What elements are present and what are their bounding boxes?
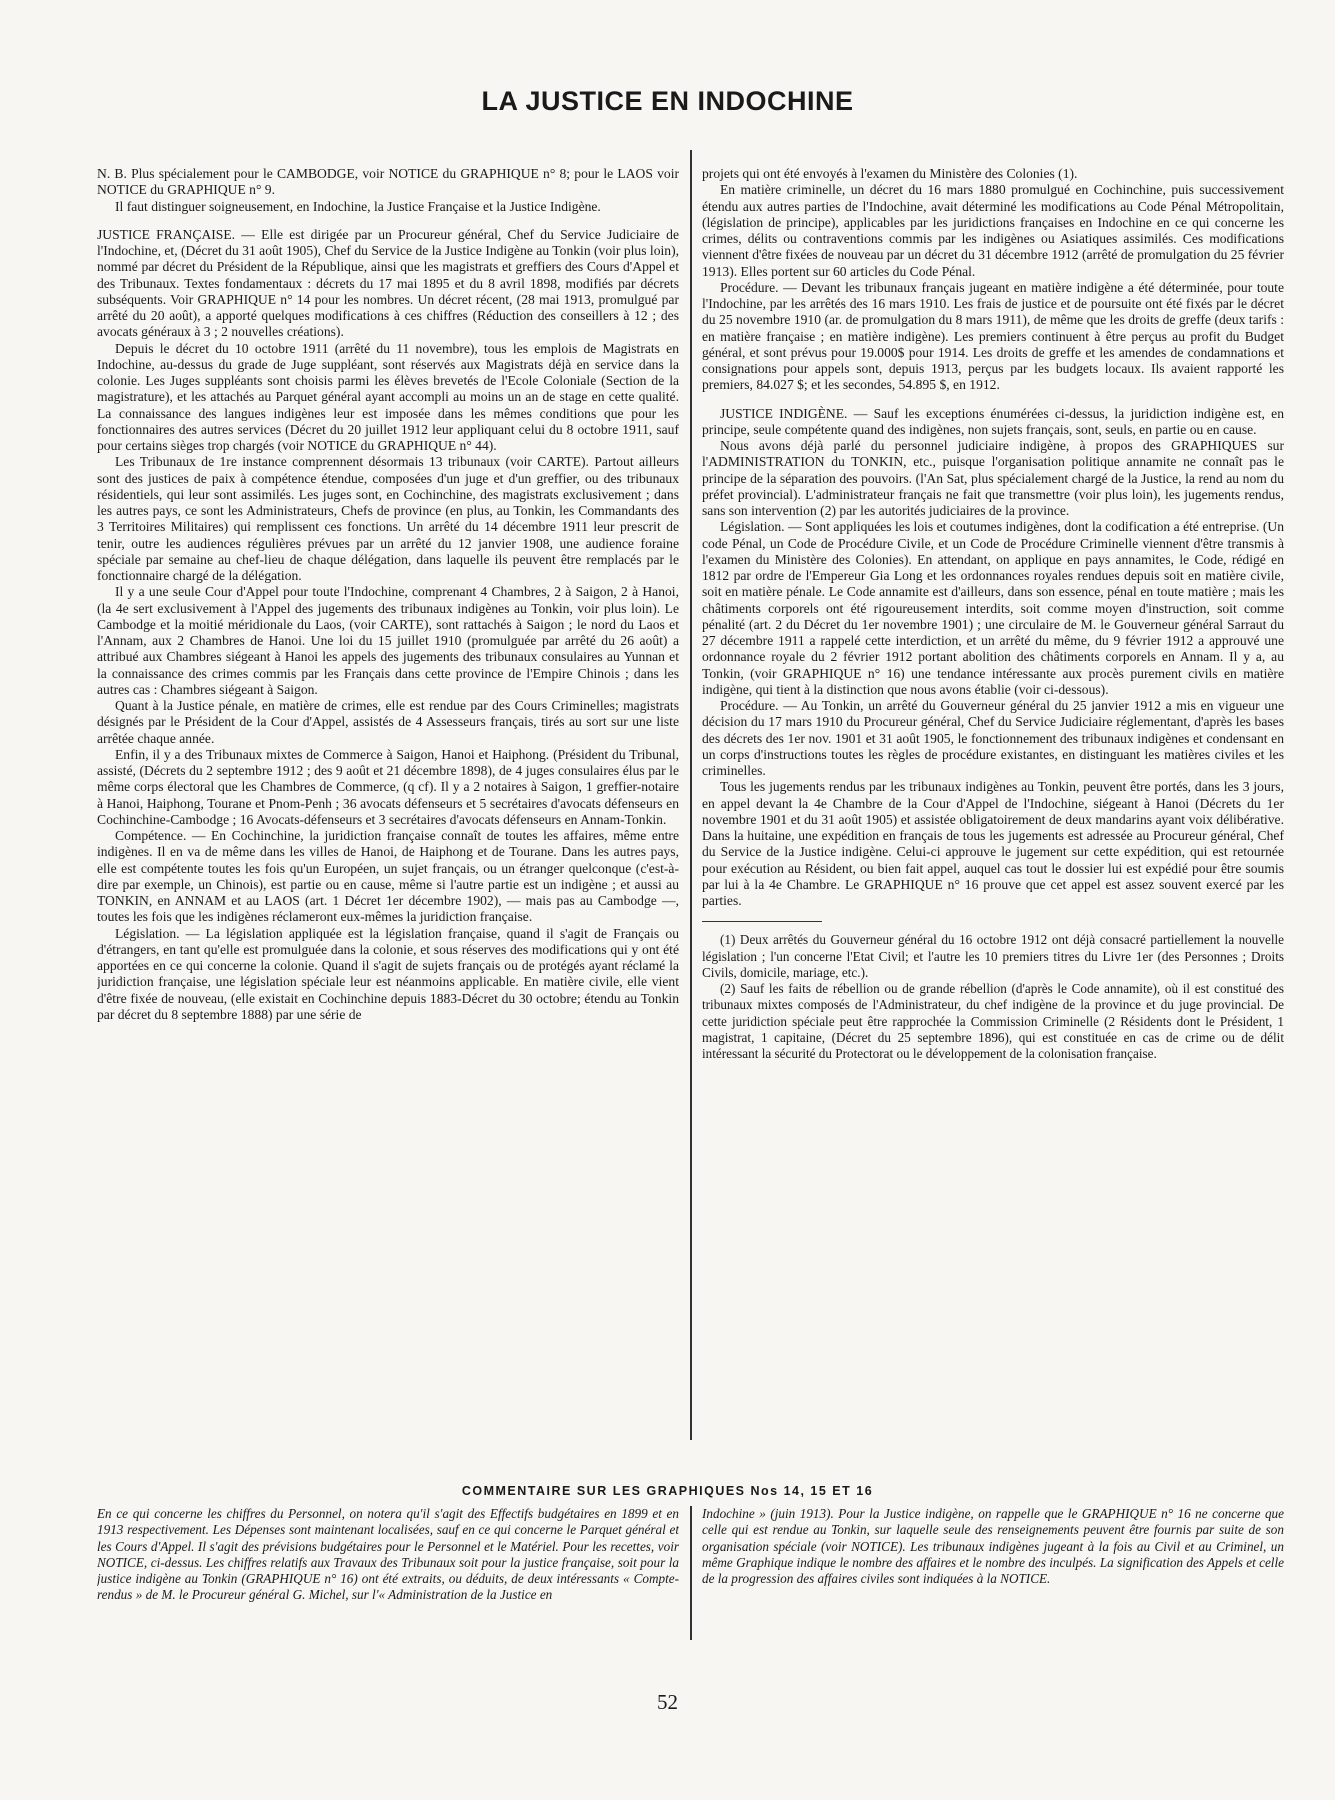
paragraph: JUSTICE FRANÇAISE. — Elle est dirigée par un Procureur général, Chef du Service Judiciaire de l'Indochine, et, (Décret du 31 août 1905), Chef du Service de la Justice Indigène au Tonkin (voir plus loin), nommé par décret du Président de la République, ainsi que les magistrats et greffiers des Cours d'Appel et des Tribunaux. Textes fondamentaux : décrets du 17 mai 1895 et du 8 avril 1898, modifiés par décrets subséquents. Voir GRAPHIQUE n° 14 pour les nombres. Un décret récent, (28 mai 1913, promulgué par arrêté du 20 août), a apporté quelques modifications à ces chiffres (Réduction des conseillers à 12 ; des avocats généraux à 3 ; 2 nouvelles créations). — [97, 226, 679, 340]
paragraph: Quant à la Justice pénale, en matière de crimes, elle est rendue par des Cours Criminelles; magistrats désignés par le Président de la Cour d'Appel, assistés de 4 Assesseurs français, tirés au sort sur une liste arrêtée chaque année. — [97, 698, 679, 746]
paragraph: Les Tribunaux de 1re instance comprennent désormais 13 tribunaux (voir CARTE). Partout ailleurs sont des justices de paix à compétence étendue, composées d'un juge et d'un greffier, ou des tribunaux résidentiels, qui leur sont assimilés. Les juges sont, en Cochinchine, des magistrats exclusivement ; dans les autres pays, ce sont les Administrateurs, Chefs de province (en plus, au Tonkin, les Commandants des 3 Territoires Militaires) qui remplissent ces fonctions. Un arrêté du 14 décembre 1911 leur prescrit de tenir, outre les audiences régulières prévues par un arrêté du 12 janvier 1908, une audience foraine spéciale par semaine au chef-lieu de chaque délégation, dans laquelle ils peuvent être remplacés par le fonctionnaire chargé de la délégation. — [97, 454, 679, 583]
footnote: (2) Sauf les faits de rébellion ou de grande rébellion (d'après le Code annamite), où il est constitué des tribunaux mixtes composés de l'Administrateur, du chef indigène de la province et du juge provincial. De cette juridiction spéciale peut être rapprochée la Commission Criminelle (2 Résidents dont le Président, 1 magistrat, 1 capitaine, (Décret du 25 septembre 1896), qui est constituée en cas de crime ou de délit intéressant la sécurité du Protectorat ou le développement de la colonisation française. — [702, 981, 1284, 1061]
paragraph: Enfin, il y a des Tribunaux mixtes de Commerce à Saigon, Hanoi et Haiphong. (Président du Tribunal, assisté, (Décrets du 2 septembre 1912 ; des 9 août et 21 décembre 1898), de 4 juges consulaires élus par le même corps électoral que les Chambres de Commerce, (q cf). Il y a 2 notaires à Saigon, 1 greffier-notaire à Hanoi, Haiphong, Tourane et Pnom-Penh ; 36 avocats défenseurs et 5 secrétaires d'avocats défenseurs en Cochinchine-Cambodge ; 16 Avocats-défenseurs et 3 secrétaires d'avocats défenseurs en Annam-Tonkin. — [97, 746, 679, 827]
paragraph: Compétence. — En Cochinchine, la juridiction française connaît de toutes les affaires, même entre indigènes. Il en va de même dans les villes de Hanoi, de Haiphong et de Tourane. Dans les autres pays, elle est compétente toutes les fois qu'un Européen, un sujet français, ou un étranger quelconque (c'est-à-dire par exemple, un Chinois), est partie ou en cause, même si l'autre partie est un indigène ; et aussi au TONKIN, en ANNAM et au LAOS (art. 1 Décret 1er décembre 1902), — mais pas au Cambodge —, toutes les fois que les indigènes réclameront eux-mêmes la juridiction française. — [97, 828, 679, 925]
paragraph: Procédure. — Devant les tribunaux français jugeant en matière indigène a été déterminée, pour toute l'Indochine, par les arrêtés des 16 mars 1910. Les frais de justice et de poursuite ont été fixés par le décret du 25 novembre 1910 (ar. de promulgation du 8 mars 1911), de même que les droits de greffe (deux tarifs : en matière française ; en matière indigène). Les premiers continuent à être perçus au profit du Budget général, et sont prévus pour 19.000$ pour 1914. Les droits de greffe et les amendes de condamnations et consignations pour appels sont, depuis 1913, perçus par les budgets locaux. Ils avaient rapporté les premiers, 84.027 $; et les secondes, 54.895 $, en 1912. — [702, 279, 1284, 393]
page-number: 52 — [657, 1690, 678, 1714]
commentary-divider — [690, 1506, 692, 1640]
paragraph: Il y a une seule Cour d'Appel pour toute l'Indochine, comprenant 4 Chambres, 2 à Saigon, 2 à Hanoi, (la 4e sert exclusivement à l'Appel des jugements des tribunaux indigènes au Tonkin, voir plus loin). Le Cambodge et la moitié méridionale du Laos, (voir CARTE), sont rattachés à Saigon ; le nord du Laos et l'Annam, aux 2 Chambres de Hanoi. Une loi du 15 juillet 1910 (promulguée par arrêté du 26 août) a attribué aux Chambres siégeant à Hanoi les appels des jugements des tribunaux consulaires au Yunnan et la connaissance des crimes commis par les Français dans cette province de l'Empire Chinois ; dans les autres cas : Chambres siégeant à Saigon. — [97, 584, 679, 697]
paragraph: JUSTICE INDIGÈNE. — Sauf les exceptions énumérées ci-dessus, la juridiction indigène est, en principe, seule compétente quand des indigènes, non sujets français, sont, seuls, en partie ou en cause. — [702, 405, 1284, 437]
paragraph: N. B. Plus spécialement pour le CAMBODGE, voir NOTICE du GRAPHIQUE n° 8; pour le LAOS voir NOTICE du GRAPHIQUE n° 9. — [97, 166, 679, 198]
commentary-left: En ce qui concerne les chiffres du Personnel, on notera qu'il s'agit des Effectifs budgétaires en 1899 et en 1913 respectivement. Les Dépenses sont maintenant localisées, sauf en ce qui concerne le Parquet général et les Cours d'Appel. Il s'agit des prévisions budgétaires pour le Personnel et le Matériel. Pour les recettes, voir NOTICE, ci-dessus. Les chiffres relatifs aux Travaux des Tribunaux soit pour la justice française, soit pour la justice indigène au Tonkin (GRAPHIQUE n° 16) ont été extraits, ou déduits, de deux intéressants « Compte-rendus » de M. le Procureur général G. Michel, sur l'« Administration de la Justice en — [97, 1506, 679, 1603]
paragraph: Tous les jugements rendus par les tribunaux indigènes au Tonkin, peuvent être portés, dans les 3 jours, en appel devant la 4e Chambre de la Cour d'Appel de l'Indochine, siégeant à Hanoi (Décrets du 1er novembre 1901 et du 31 août 1905) et assistée obligatoirement de deux mandarins ayant voix délibérative. Dans la huitaine, une expédition en français de tous les jugements est adressée au Procureur général, Chef du Service de la Justice indigène. Celui-ci approuve le jugement sur cette expédition, qui est retournée pour exécution au Résident, ou bien fait appel, auquel cas tout le dossier lui est expédié pour être soumis par lui à la 4e Chambre. Le GRAPHIQUE n° 16 prouve que cet appel est assez souvent exercé par les parties. — [702, 779, 1284, 908]
paragraph: Législation. — La législation appliquée est la législation française, quand il s'agit de Français ou d'étrangers, en tant qu'elle est promulguée dans la colonie, et sous réserves des modifications qui y ont été apportées en ce qui concerne la colonie. Quand il s'agit de sujets français ou de protégés ayant réclamé la juridiction française, une législation spéciale leur est néanmoins applicable. En matière civile, elle vient d'être fixée de nouveau, (elle existait en Cochinchine depuis 1883-Décret du 30 octobre; étendu au Tonkin par décret du 8 septembre 1888) par une série de — [97, 925, 679, 1022]
paragraph: Depuis le décret du 10 octobre 1911 (arrêté du 11 novembre), tous les emplois de Magistrats en Indochine, au-dessus du grade de Juge suppléant, sont réservés aux Magistrats déjà en service dans la colonie. Les Juges suppléants sont choisis parmi les élèves brevetés de l'Ecole Coloniale (Section de la magistrature), et les attachés au Parquet général ayant accompli au moins un an de stage en cette qualité. La connaissance des langues indigènes leur est imposée dans les mêmes conditions que pour les fonctionnaires des autres services (Décret du 20 juillet 1912 leur appliquant celui du 8 octobre 1911, sauf pour certains sièges trop chargés (voir NOTICE du GRAPHIQUE n° 44). — [97, 340, 679, 453]
column-divider — [690, 150, 692, 1440]
footnote: (1) Deux arrêtés du Gouverneur général du 16 octobre 1912 ont déjà consacré partiellement la nouvelle législation ; l'un concerne l'Etat Civil; et l'autre les 10 premiers titres du Livre 1er (des Personnes ; Droits Civils, domicile, mariage, etc.). — [702, 932, 1284, 980]
paragraph: Législation. — Sont appliquées les lois et coutumes indigènes, dont la codification a été entreprise. (Un code Pénal, un Code de Procédure Civile, et un Code de Procédure Criminelle viennent d'être transmis à l'examen du Ministère des Colonies). En attendant, on applique en pays annamites, le Code, rédigé en 1812 par ordre de l'Empereur Gia Long et les ordonnances royales rendues depuis soit en matière civile, soit en matière pénale. Le Code annamite est d'ailleurs, dans son essence, pénal en toute matière ; mais les châtiments corporels ont été rigoureusement interdits, soit comme moyen d'instruction, soit comme pénalité (art. 2 du Décret du 1er novembre 1901) ; une circulaire de M. le Gouverneur général Sarraut du 27 décembre 1911 a rappelé cette interdiction, et un arrêté du même, du 9 février 1912 a approuvé une ordonnance royale du 2 février 1912 portant abolition des châtiments corporels en Annam. Il y a, au Tonkin, (voir GRAPHIQUE n° 16) une tendance intéressante aux procès purement civils en matière indigène, qui tient à la distinction que nous avons établie (voir ci-dessous). — [702, 519, 1284, 697]
commentary-right: Indochine » (juin 1913). Pour la Justice indigène, on rappelle que le GRAPHIQUE n° 16 ne concerne que celle qui est rendue au Tonkin, sur laquelle seule des renseignements peuvent être fournis par suite de son organisation spéciale (voir NOTICE). Les tribunaux indigènes jugeant à la fois au Civil et au Criminel, un même Graphique indique le nombre des affaires et le nombre des inculpés. La signification des Appels et celle de la progression des affaires civiles sont indiquées à la NOTICE. — [702, 1506, 1284, 1587]
paragraph: Procédure. — Au Tonkin, un arrêté du Gouverneur général du 25 janvier 1912 a mis en vigueur une décision du 17 mars 1910 du Procureur général, Chef du Service Judiciaire réglementant, d'après les bases des décrets des 1er nov. 1901 et 31 août 1905, le fonctionnement des tribunaux indigènes et condensant en un corps d'instructions toutes les règles de procédure existantes, en distinguant les matières civiles et les criminelles. — [702, 698, 1284, 778]
paragraph: En matière criminelle, un décret du 16 mars 1880 promulgué en Cochinchine, puis successivement étendu aux autres parties de l'Indochine, avait déterminé les modifications au Code Pénal Métropolitain, (législation de principe), applicables par les juridictions françaises en Indochine en ce qui concerne les crimes, délits ou contraventions commis par les indigènes ou Asiatiques assimilés. Ces modifications viennent d'être fixées de nouveau par un décret du 31 décembre 1912 (arrêté de promulgation du 25 février 1913). Elles portent sur 60 articles du Code Pénal. — [702, 182, 1284, 279]
commentary-heading: COMMENTAIRE SUR LES GRAPHIQUES Nos 14, 15 ET 16 — [461, 1484, 874, 1498]
right-column-body — [702, 166, 1284, 909]
footnote-rule — [702, 921, 822, 922]
page-title: LA JUSTICE EN INDOCHINE — [481, 86, 854, 116]
left-column — [97, 166, 679, 1436]
footnotes — [702, 932, 1284, 1062]
right-column — [702, 166, 1284, 1436]
paragraph: Il faut distinguer soigneusement, en Indochine, la Justice Française et la Justice Indigène. — [115, 198, 601, 214]
paragraph: projets qui ont été envoyés à l'examen du Ministère des Colonies (1). — [702, 166, 1078, 181]
paragraph: Nous avons déjà parlé du personnel judiciaire indigène, à propos des GRAPHIQUES sur l'ADMINISTRATION du TONKIN, etc., puisque l'organisation politique annamite ne connaît pas le principe de la séparation des pouvoirs. (l'An Sat, plus spécialement chargé de la Justice, la rend au nom du préfet provincial). L'administrateur français ne fait que transmettre (voir plus loin), les jugements rendus, sans son intervention (2) par les autorités judiciaires de la province. — [702, 438, 1284, 518]
